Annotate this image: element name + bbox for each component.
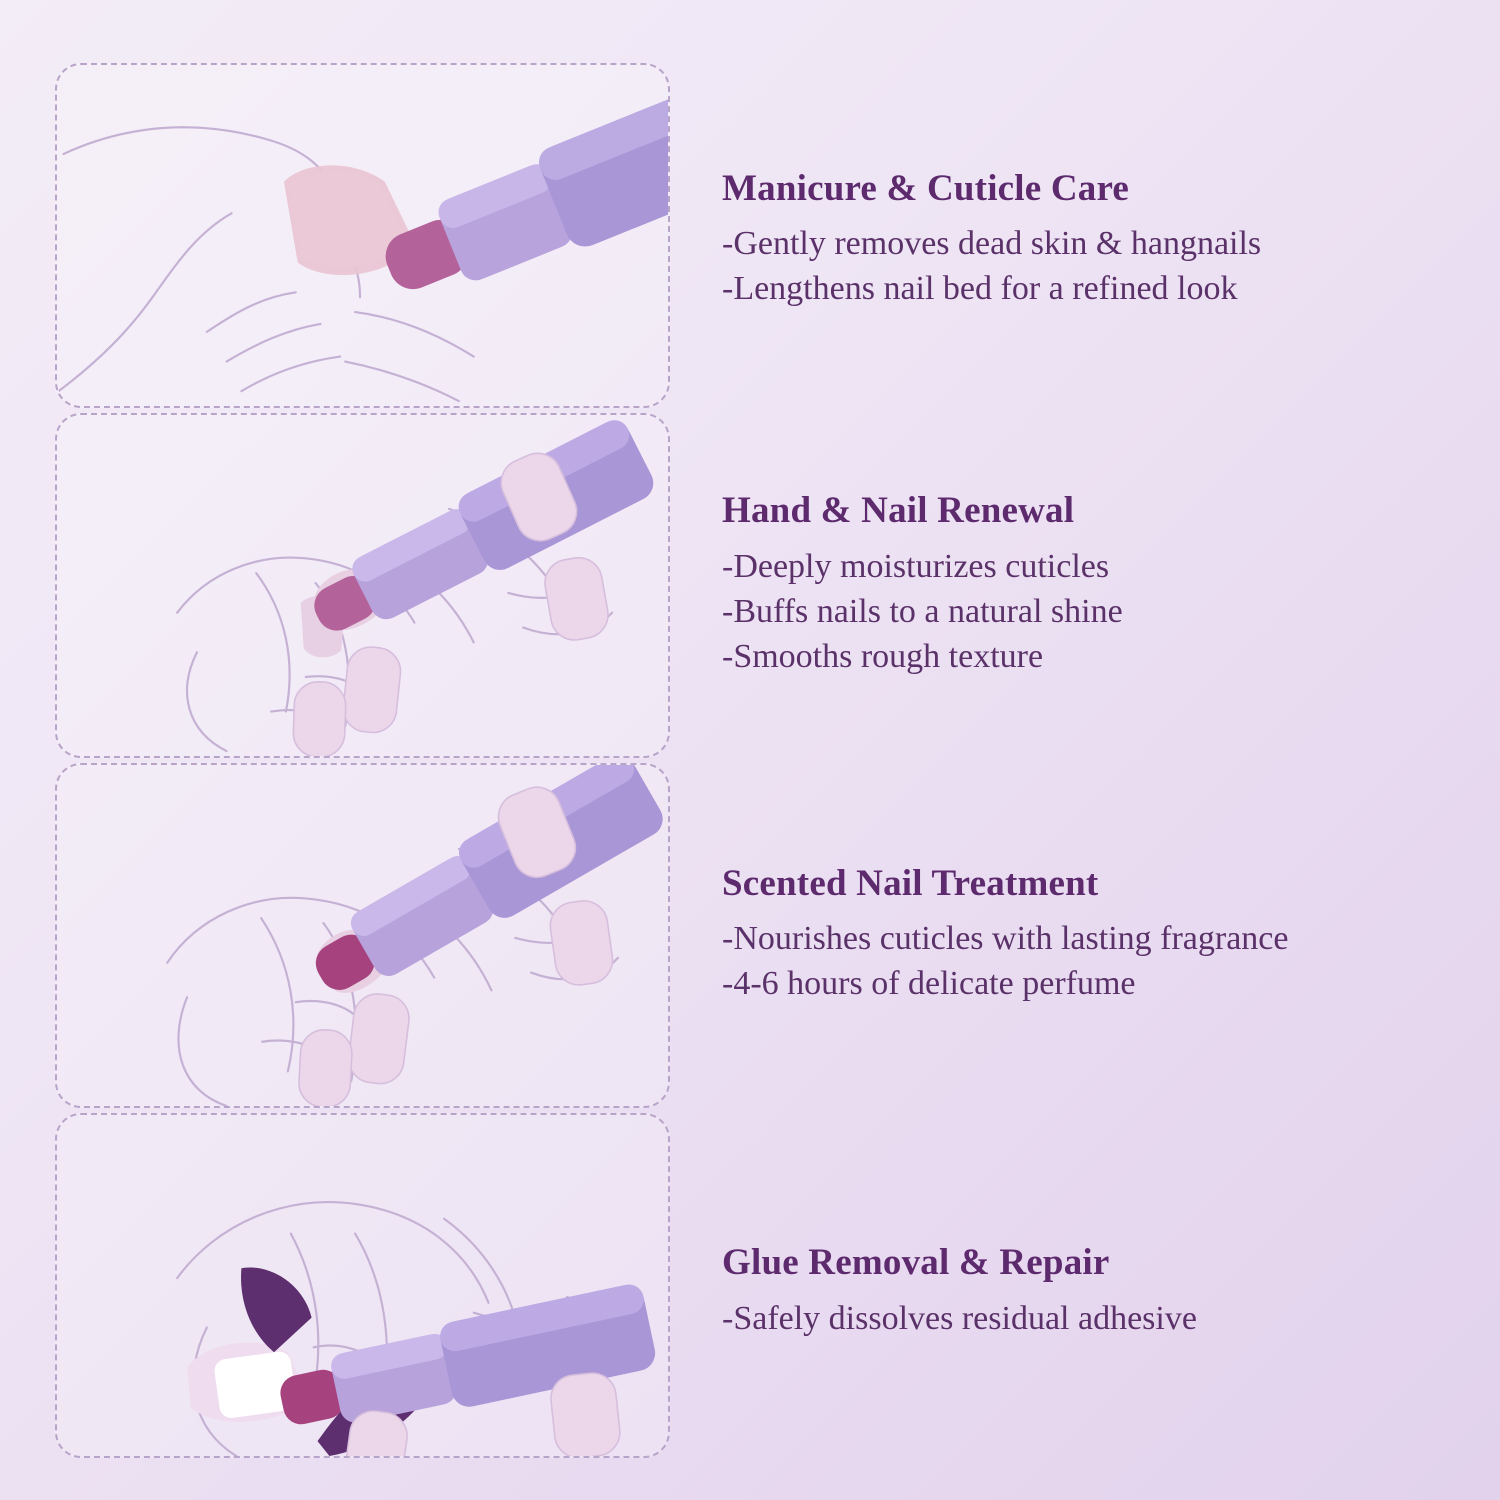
- feature-text-glue-removal-repair: [670, 1228, 1460, 1341]
- feature-row: [55, 60, 1460, 410]
- feature-text-manicure-cuticle-care: [670, 158, 1460, 312]
- feature-line: -Gently removes dead skin & hangnails: [722, 225, 1262, 263]
- feature-line: -Buffs nails to a natural shine: [722, 592, 1123, 630]
- illustration-panel-hand-nail-renewal: [55, 413, 670, 758]
- feature-title: Hand & Nail Renewal: [722, 490, 1075, 532]
- feature-line: -Deeply moisturizes cuticles: [722, 547, 1110, 585]
- feature-title: Glue Removal & Repair: [722, 1242, 1110, 1284]
- feature-row: [55, 1110, 1460, 1460]
- illustration-panel-scented-nail-treatment: [55, 763, 670, 1108]
- feature-line: -Lengthens nail bed for a refined look: [722, 270, 1238, 308]
- feature-title: Scented Nail Treatment: [722, 862, 1099, 904]
- feature-row: [55, 760, 1460, 1110]
- feature-text-scented-nail-treatment: [670, 863, 1460, 1007]
- illustration-panel-glue-removal-repair: [55, 1113, 670, 1458]
- feature-title: Manicure & Cuticle Care: [722, 167, 1130, 209]
- feature-line: -Nourishes cuticles with lasting fragrance: [722, 920, 1289, 958]
- feature-line: -Smooths rough texture: [722, 637, 1044, 675]
- feature-line: -4-6 hours of delicate perfume: [722, 965, 1136, 1003]
- feature-row: [55, 410, 1460, 760]
- feature-line: -Safely dissolves residual adhesive: [722, 1299, 1197, 1337]
- illustration-panel-manicure-cuticle-care: [55, 63, 670, 408]
- feature-text-hand-nail-renewal: [670, 490, 1460, 679]
